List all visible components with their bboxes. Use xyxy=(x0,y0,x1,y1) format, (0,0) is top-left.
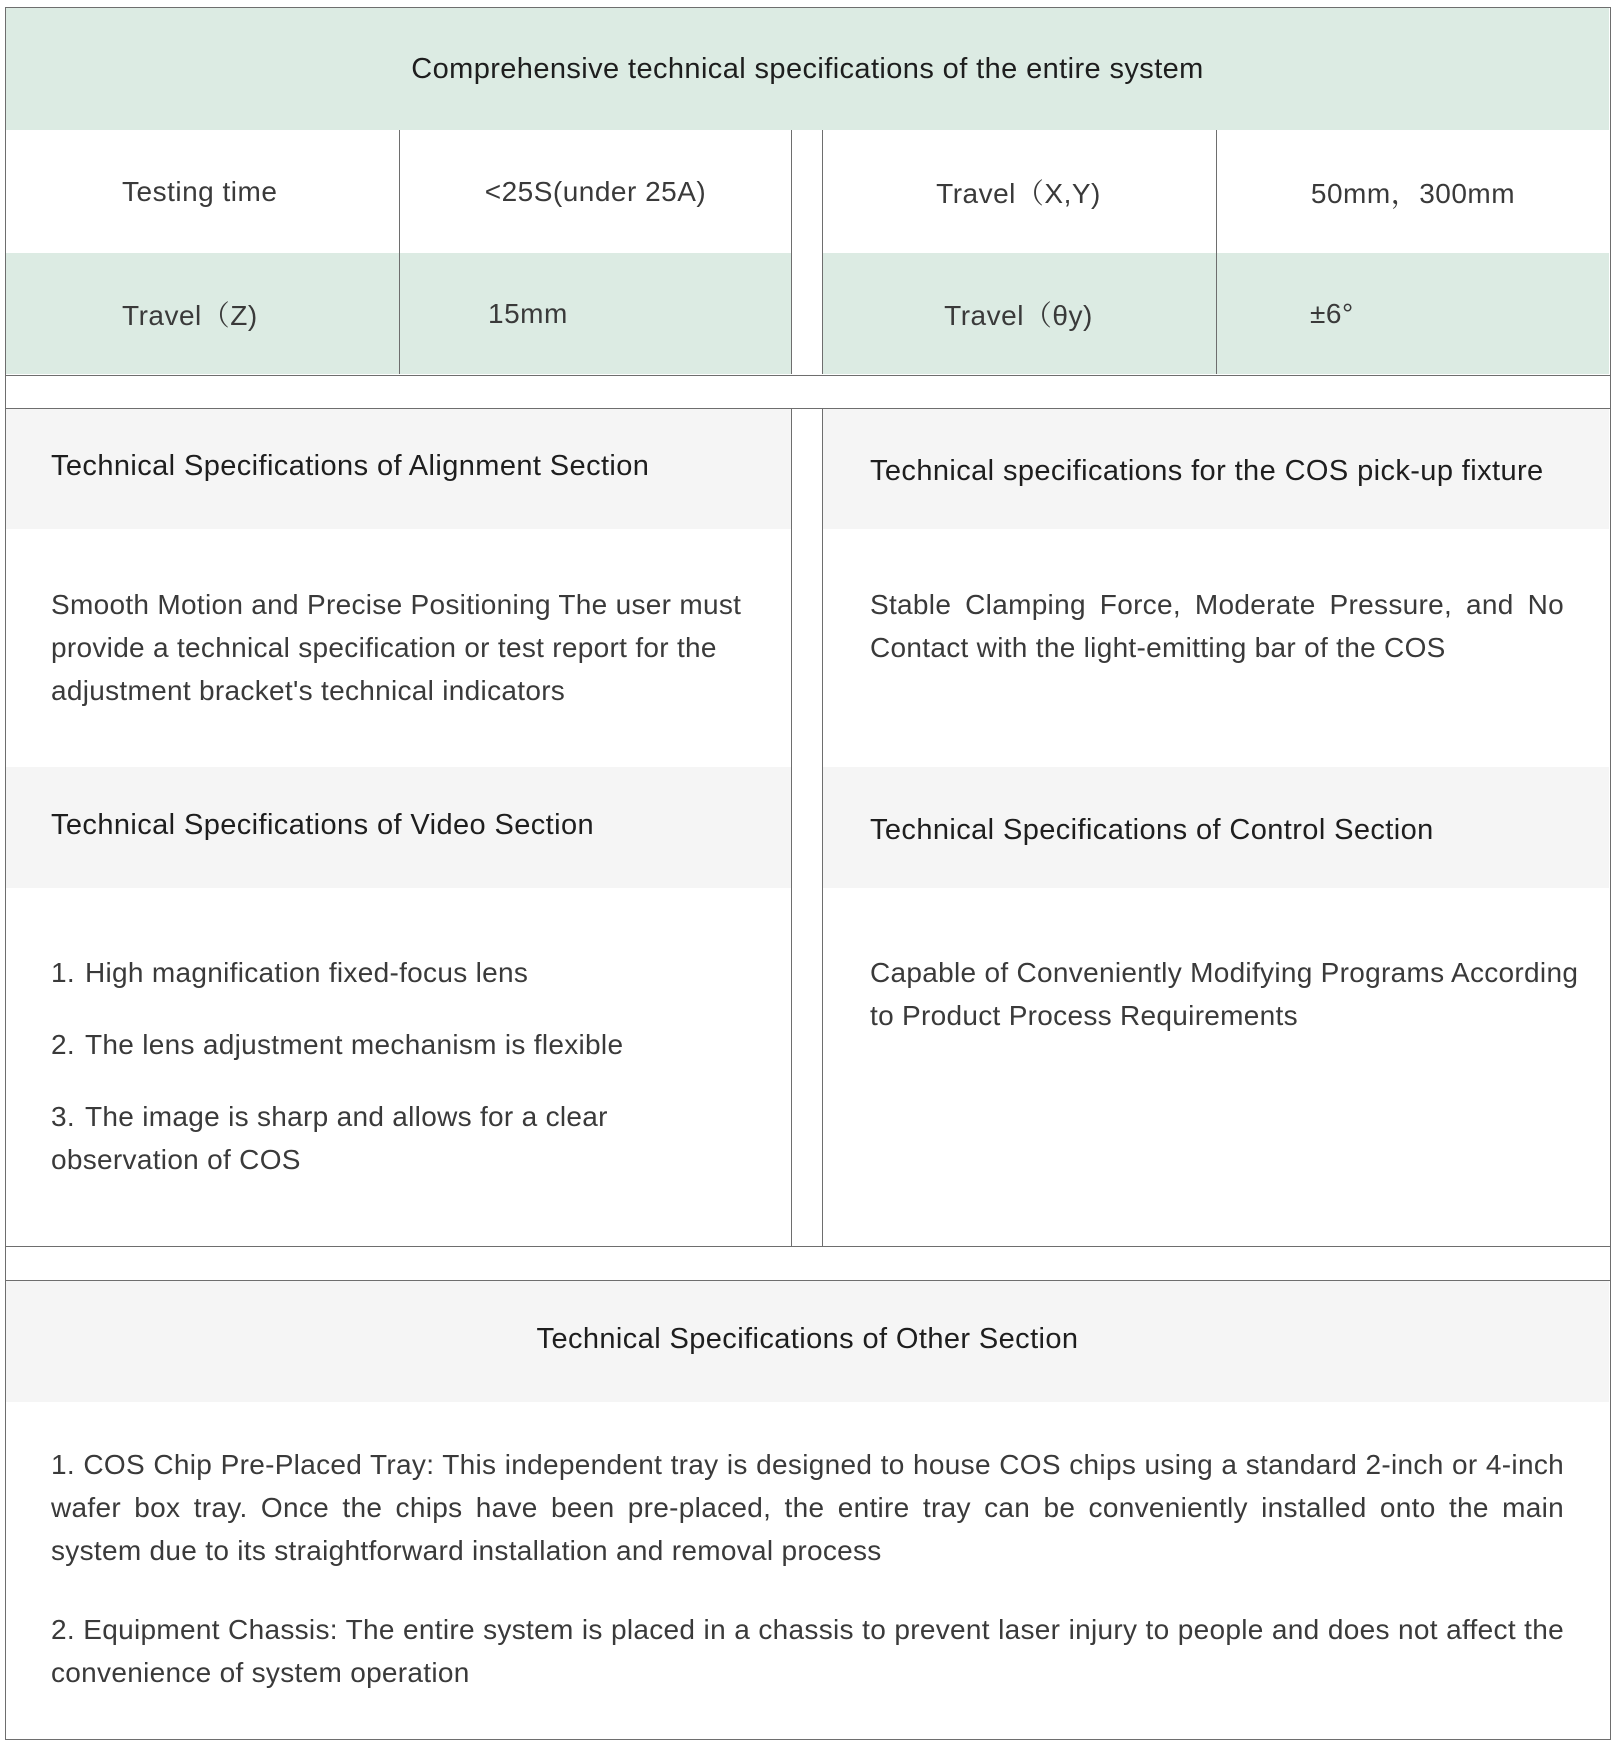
control-section-text: Capable of Conveniently Modifying Programs According to Product Process Requirements xyxy=(870,957,1579,1031)
spec-value-travel-z: 15mm xyxy=(488,297,568,329)
other-paragraph-chassis: 2. Equipment Chassis: The entire system is placed in a chassis to prevent laser injury to people and does not affect the convenience of system operation xyxy=(51,1614,1564,1688)
spec-value-travel-xy: 50mm，300mm xyxy=(1310,177,1516,209)
spec-label-travel-theta-y: Travel（θy) xyxy=(944,299,1093,331)
spec-label-testing-time: Testing time xyxy=(122,175,278,207)
system-title: Comprehensive technical specifications of the entire system xyxy=(411,52,1204,85)
spec-label-travel-xy: Travel（X,Y) xyxy=(936,177,1101,209)
control-section-title: Technical Specifications of Control Section xyxy=(870,813,1434,846)
spec-value-testing-time: <25S(under 25A) xyxy=(484,175,707,207)
spec-label-travel-z: Travel（Z) xyxy=(122,299,258,331)
fixture-section-text: Stable Clamping Force, Moderate Pressure, and No Contact with the light-emitting bar of the COS xyxy=(870,589,1564,663)
alignment-section-text: Smooth Motion and Precise Positioning The user must provide a technical specification or test report for the adjustment bracket's technical indicators xyxy=(51,589,742,706)
list-item: 2. The lens adjustment mechanism is flexible xyxy=(51,1029,624,1060)
alignment-section-title: Technical Specifications of Alignment Section xyxy=(51,450,650,482)
fixture-section-title: Technical specifications for the COS pick-up fixture xyxy=(870,455,1544,487)
other-table-border xyxy=(5,1280,1611,1740)
gap-band-1 xyxy=(5,375,1611,409)
other-section-title: Technical Specifications of Other Section xyxy=(536,1322,1079,1355)
system-table-border xyxy=(5,7,1611,376)
list-item: 1. High magnification fixed-focus lens xyxy=(51,957,529,988)
spec-value-travel-theta-y: ±6° xyxy=(1310,297,1354,329)
subsections-table-border xyxy=(5,408,1611,1247)
gap-band-2 xyxy=(5,1246,1611,1281)
video-section-title: Technical Specifications of Video Section xyxy=(51,808,595,841)
list-item: 3. The image is sharp and allows for a clear observation of COS xyxy=(51,1101,608,1175)
other-paragraph-tray: 1. COS Chip Pre-Placed Tray: This independent tray is designed to house COS chips using a standard 2-inch or 4-inch wafer box tray. Once the chips have been pre-placed, the entire tray can be conveniently installed onto the main system due to its straightforward installation and removal process xyxy=(51,1449,1564,1566)
